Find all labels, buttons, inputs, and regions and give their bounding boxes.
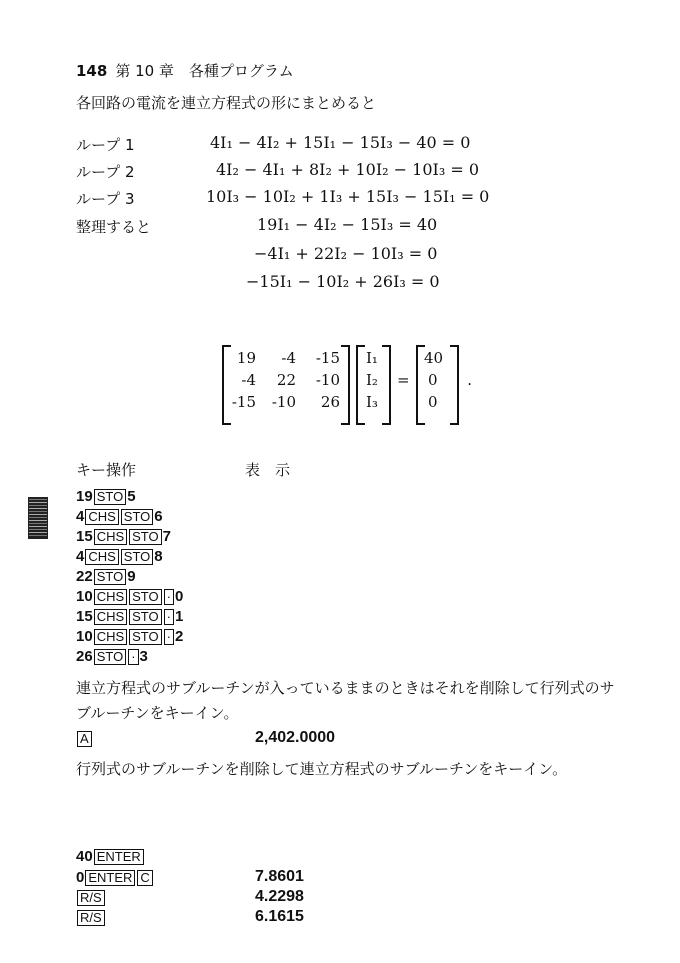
eq-label-3: ループ 3: [76, 190, 135, 208]
key-number: 19: [76, 488, 93, 505]
vector-right-bracket: [382, 345, 391, 425]
key-number: 4: [76, 508, 85, 525]
chapter-title: 第 10 章 各種プログラム: [115, 62, 294, 80]
matrix-cell: -10: [315, 371, 340, 389]
col-keys-heading: キー操作: [76, 461, 137, 479]
chs-key: CHS: [94, 609, 127, 625]
matrix-cell: 22: [276, 371, 296, 389]
matrix-right-bracket: [341, 345, 350, 425]
key-step: [76, 568, 136, 585]
sto-key: STO: [121, 549, 154, 565]
matrix-cell: -4: [281, 349, 296, 367]
matrix-cell: 19: [236, 349, 256, 367]
enter-key: ENTER: [94, 849, 144, 865]
key-step: [76, 648, 148, 665]
unknown-3: I₃: [366, 393, 378, 411]
matrix-equation: [0, 345, 680, 425]
key-number: 4: [76, 548, 85, 565]
eq-label-1: ループ 1: [76, 136, 135, 154]
sto-key: STO: [129, 529, 162, 545]
decimal-key: ·: [164, 629, 174, 645]
equation-6: −15I₁ − 10I₂ + 26I₃ = 0: [246, 272, 440, 291]
paragraph-1: 連立方程式のサブルーチンが入っているままのときはそれを削除して行列式のサブルーチンをキーイン。: [76, 679, 615, 722]
display-value: 7.8601: [255, 868, 304, 885]
key-step: [76, 909, 106, 926]
col-display-heading: 表 示: [245, 461, 291, 479]
rs-key: R/S: [77, 890, 105, 906]
key-number: 22: [76, 568, 93, 585]
decimal-key: ·: [164, 589, 174, 605]
eq-label-2: ループ 2: [76, 163, 135, 181]
display-value: 4.2298: [255, 888, 304, 905]
rhs-value: 40: [424, 349, 444, 367]
sto-key: STO: [121, 509, 154, 525]
key-step: [76, 488, 136, 505]
equals-sign: =: [397, 371, 410, 389]
chs-key: CHS: [85, 509, 118, 525]
key-register: 9: [127, 568, 136, 585]
key-register: 7: [162, 528, 171, 545]
matrix-cell: -4: [241, 371, 256, 389]
chs-key: CHS: [94, 529, 127, 545]
key-step: [76, 608, 183, 625]
rs-key: R/S: [77, 910, 105, 926]
page-number: 148: [76, 62, 108, 80]
equation-1: 4I₁ − 4I₂ + 15I₁ − 15I₃ − 40 = 0: [210, 133, 471, 152]
sto-key: STO: [94, 569, 127, 585]
equation-2: 4I₂ − 4I₁ + 8I₂ + 10I₂ − 10I₃ = 0: [216, 160, 479, 179]
key-register: 5: [127, 488, 136, 505]
a-key: A: [77, 731, 92, 747]
key-register: 0: [174, 588, 184, 605]
key-number: 40: [76, 848, 93, 865]
equation-3: 10I₃ − 10I₂ + 1I₃ + 15I₃ − 15I₁ = 0: [206, 187, 490, 206]
key-number: 10: [76, 588, 93, 605]
key-register: 2: [174, 628, 184, 645]
enter-key: ENTER: [85, 870, 135, 886]
sto-key: STO: [94, 649, 127, 665]
rhs-value: 0: [428, 371, 438, 389]
matrix-cell: 26: [320, 393, 340, 411]
rhs-value: 0: [428, 393, 438, 411]
chs-key: CHS: [85, 549, 118, 565]
period: .: [467, 371, 472, 389]
key-step: [76, 508, 163, 525]
display-value: 2,402.0000: [255, 729, 336, 746]
key-step: [76, 889, 106, 906]
key-step: [76, 628, 183, 645]
decimal-key: ·: [128, 649, 138, 665]
matrix-cell: -15: [315, 349, 340, 367]
key-step: [76, 588, 183, 605]
paragraph-2: 行列式のサブルーチンを削除して連立方程式のサブルーチンをキーイン。: [76, 760, 568, 778]
key-step-a: [76, 730, 93, 747]
sto-key: STO: [129, 589, 162, 605]
key-step: [76, 869, 154, 886]
key-number: 0: [76, 869, 85, 886]
key-step: [76, 528, 171, 545]
key-number: 26: [76, 648, 93, 665]
intro-text: 各回路の電流を連立方程式の形にまとめると: [76, 94, 377, 112]
key-step: [76, 848, 145, 865]
page-header: [76, 60, 294, 81]
sto-key: STO: [129, 609, 162, 625]
key-number: 10: [76, 628, 93, 645]
key-number: 15: [76, 528, 93, 545]
unknown-2: I₂: [366, 371, 378, 389]
key-register: 8: [154, 548, 163, 565]
c-key: C: [137, 870, 152, 886]
key-number: 15: [76, 608, 93, 625]
matrix-cell: -15: [231, 393, 256, 411]
equation-5: −4I₁ + 22I₂ − 10I₃ = 0: [254, 244, 438, 263]
qr-code-icon: [28, 497, 48, 539]
sto-key: STO: [94, 489, 127, 505]
key-register: 1: [174, 608, 184, 625]
sto-key: STO: [129, 629, 162, 645]
key-register: 6: [154, 508, 163, 525]
eq-label-4: 整理すると: [76, 218, 152, 236]
matrix-cell: -10: [271, 393, 296, 411]
rhs-right-bracket: [450, 345, 459, 425]
key-register: 3: [139, 648, 148, 665]
key-step: [76, 548, 163, 565]
equation-4: 19I₁ − 4I₂ − 15I₃ = 40: [257, 215, 438, 234]
unknown-1: I₁: [366, 349, 378, 367]
display-value: 6.1615: [255, 908, 304, 925]
vector-left-bracket: [356, 345, 365, 425]
chs-key: CHS: [94, 629, 127, 645]
decimal-key: ·: [164, 609, 174, 625]
chs-key: CHS: [94, 589, 127, 605]
